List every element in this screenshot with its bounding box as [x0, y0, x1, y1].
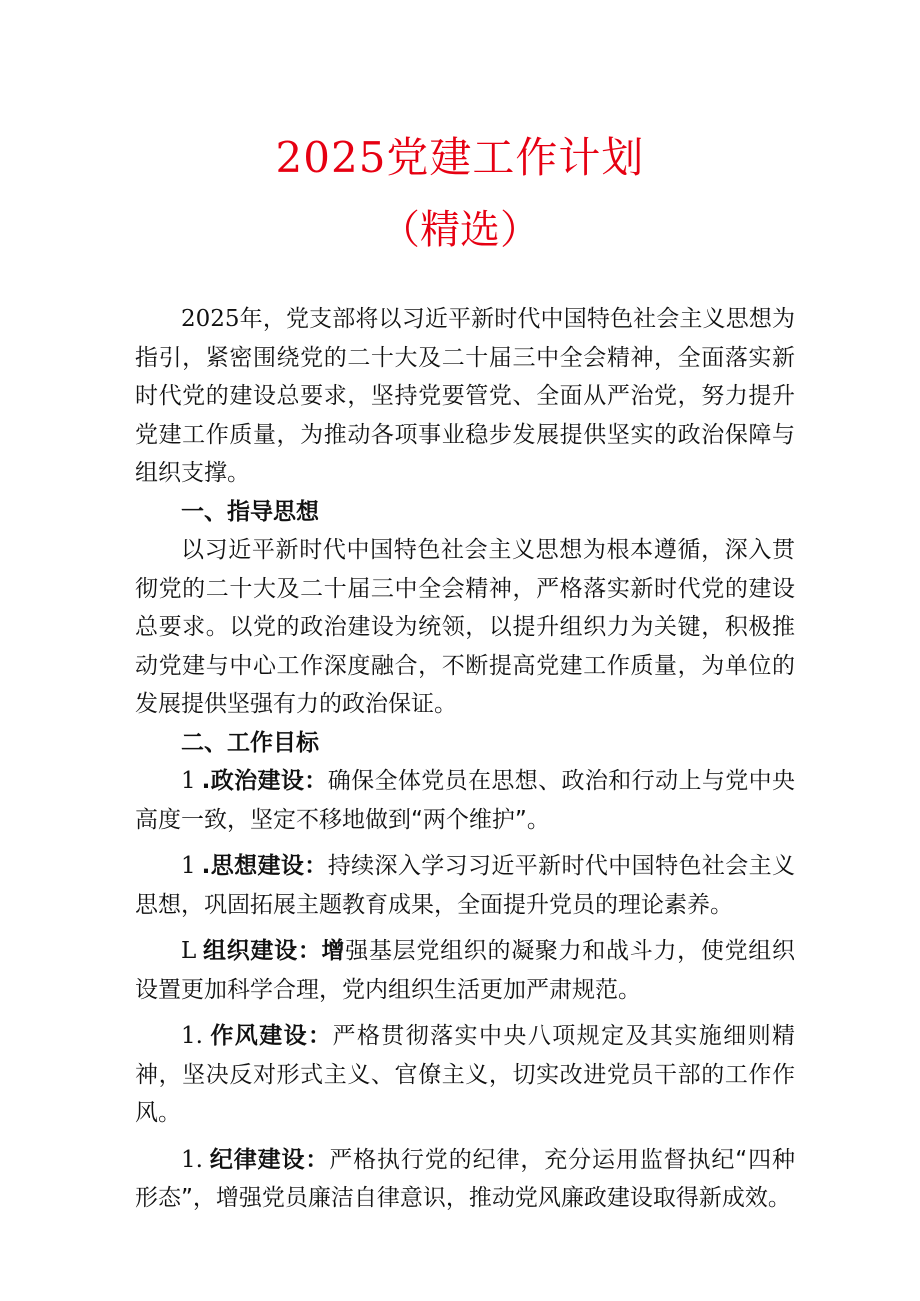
document-body	[135, 300, 795, 1226]
document-title: 2025党建工作计划	[275, 133, 645, 182]
guiding-thought-paragraph: 以习近平新时代中国特色社会主义思想为根本遵循，深入贯彻党的二十大及二十届三中全会精神，严格落实新时代党的建设总要求。以党的政治建设为统领，以提升组织力为关键，积极推动党建与中心工作深度融合，不断提高党建工作质量，为单位的发展提供坚强有力的政治保证。	[135, 537, 795, 717]
intro-paragraph	[135, 300, 795, 493]
goal-label: 纪律建设：	[208, 1146, 330, 1173]
goal-number: 1	[181, 768, 196, 794]
goal-label: 作风建设：	[208, 1023, 333, 1049]
goal-text: 强基层党组织的凝聚力和战斗力，使党组织设置更加科学合理，党内组织生活更加严肃规范。	[135, 938, 796, 1003]
goal-number: 1	[181, 853, 196, 879]
intro-year: 2025年，	[181, 306, 286, 332]
goal-text: 严格贯彻落实中央八项规定及其实施细则精神，坚决反对形式主义、官僚主义，切实改进党员干部的工作作风。	[135, 1023, 796, 1126]
goal-item-political	[135, 762, 795, 839]
goal-number: 1.	[181, 1023, 203, 1049]
section-heading-guiding-thought: 一、指导思想	[181, 498, 319, 525]
goal-number: 1.	[181, 1146, 203, 1173]
goal-item-work-style	[135, 1017, 795, 1133]
goal-label: .思想建设：	[201, 853, 328, 879]
goal-text: 持续深入学习习近平新时代中国特色社会主义思想，巩固拓展主题教育成果，全面提升党员的理论素养。	[135, 853, 795, 918]
goal-label: 组织建设：增	[202, 938, 346, 964]
goal-text: 确保全体党员在思想、政治和行动上与党中央高度一致，坚定不移地做到“两个维护”。	[135, 768, 795, 833]
goal-number: L	[181, 938, 197, 964]
section-heading-work-goals: 二、工作目标	[181, 729, 319, 756]
intro-text: 党支部将以习近平新时代中国特色社会主义思想为指引，紧密围绕党的二十大及二十届三中全会精神，全面落实新时代党的建设总要求，坚持党要管党、全面从严治党，努力提升党建工作质量，为推动各项事业稳步发展提供坚实的政治保障与组织支撑。	[135, 306, 795, 486]
goal-item-discipline	[135, 1141, 795, 1218]
document-subtitle: （精选）	[380, 207, 540, 253]
goal-text: 严格执行党的纪律，充分运用监督执纪“四种形态”，增强党员廉洁自律意识，推动党风廉政建设取得新成效。	[135, 1146, 795, 1211]
goal-item-ideological	[135, 847, 795, 924]
goal-label: .政治建设：	[201, 768, 328, 794]
goal-item-organizational	[135, 932, 795, 1009]
